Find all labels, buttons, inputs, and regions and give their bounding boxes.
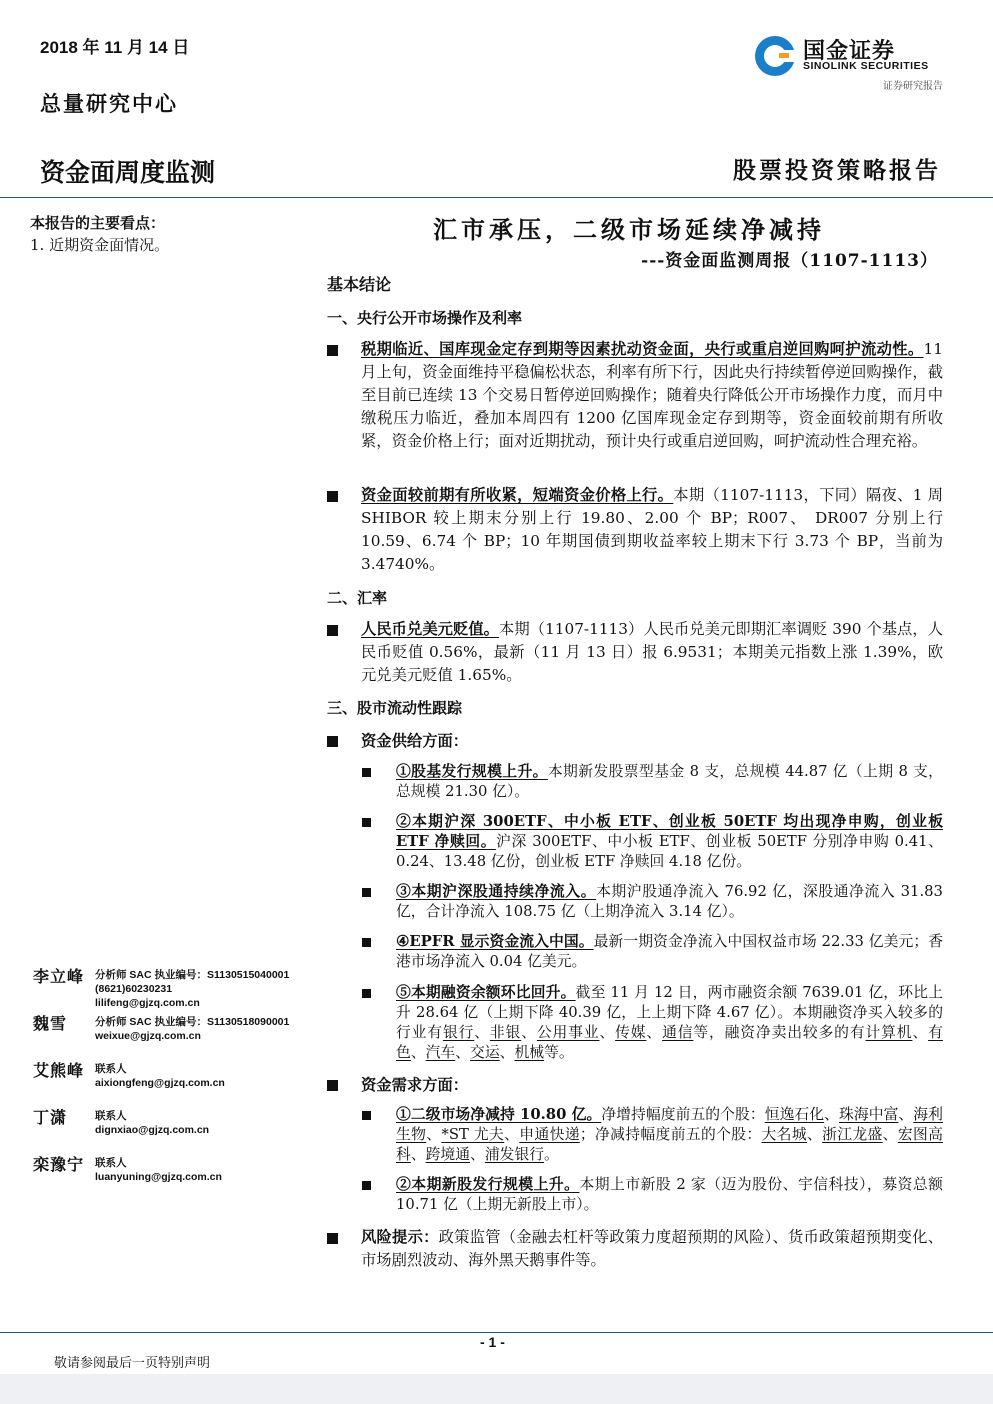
footer-divider [0,1332,993,1333]
analyst-email[interactable]: weixue@gjzq.com.cn [95,1030,201,1042]
industry-tag: 通信 [662,1024,694,1041]
bullet-icon [362,888,371,897]
analyst-role: 联系人 [95,1157,127,1169]
paragraph: ⑤本期融资余额环比回升。截至 11 月 12 日，两市融资余额 7639.01 亿，环比上升 28.64 亿（上期下降 40.39 亿，上上期下降 4.67 亿）。本期融资净买入较多的行业有银行、非银、公用事业、传媒、通信等，融资净卖出较多的有计算机、有色、汽车、交运、机械等。 [396,984,943,1061]
paragraph-lead: ⑤本期融资余额环比回升。 [396,984,576,1001]
risk-lead: 风险提示： [361,1228,439,1246]
basic-conclusion-heading: 基本结论 [327,275,392,294]
page-number: - 1 - [480,1334,505,1350]
supply-title: 资金供给方面： [361,732,469,750]
paragraph-lead: ③本期沪深股通持续净流入。 [396,883,597,900]
bullet-icon [327,345,338,356]
paragraph-body: 。 [544,1146,559,1163]
report-subtitle: ---资金面监测周报（1107-1113） [641,251,938,271]
bullet-icon [362,1111,371,1120]
analyst-name: 魏雪 [33,1014,68,1033]
paragraph-body: 沪深 300ETF、中小板 ETF、创业板 50ETF 分别净申购 0.41、0.24、13.48 亿份，创业板 ETF 净赎回 4.18 亿份。 [396,833,943,870]
bullet-icon [327,491,338,502]
paragraph-body: 本期上市新股 2 家（迈为股份、宇信科技），募资总额 10.71 亿（上期无新股上市）。 [396,1176,943,1213]
bullet-icon [362,818,371,827]
analyst-phone: (8621)60230231 [95,983,173,995]
disclaimer: 敬请参阅最后一页特别声明 [54,1356,211,1371]
logo-english: SINOLINK SECURITIES [803,60,929,72]
paragraph-body: 本期（1107-1113）人民币兑美元即期汇率调贬 390 个基点，人民币贬值 0.56%，最新（11 月 13 日）报 6.9531；本期美元指数上涨 1.39%，欧元兑美元贬值 1.65%。 [361,620,943,684]
industry-tag: 非银 [489,1024,522,1041]
paragraph [361,618,943,687]
stock-tag: 浙江龙盛 [822,1126,883,1143]
report-type: 股票投资策略报告 [733,157,941,184]
industry-tag: 传媒 [615,1024,647,1041]
paragraph [361,484,943,576]
logo-subtitle: 证券研究报告 [883,81,943,92]
paragraph: ①二级市场净减持 10.80 亿。净增持幅度前五的个股：恒逸石化、珠海中富、海利生物、*ST 尤夫、申通快递；净减持幅度前五的个股：大名城、浙江龙盛、宏图高科、跨境通、浦发银行。 [396,1106,943,1163]
stock-tag: 恒逸石化 [764,1106,825,1123]
footer-band [0,1374,993,1404]
highlight-item: 1. 近期资金面情况。 [30,236,170,254]
demand-title: 资金需求方面： [361,1076,469,1094]
paragraph-lead: ④EPFR 显示资金流入中国。 [396,933,594,950]
analyst-email[interactable]: aixiongfeng@gjzq.com.cn [95,1077,225,1089]
paragraph-lead: 资金面较前期有所收紧，短端资金价格上行。 [361,486,674,504]
bullet-icon [327,736,338,747]
analyst-email[interactable]: lilifeng@gjzq.com.cn [95,997,200,1009]
paragraph-body: 本期沪股通净流入 76.92 亿，深股通净流入 31.83 亿，合计净流入 108.75 亿（上期净流入 3.14 亿）。 [396,883,943,920]
report-title: 汇市承压，二级市场延续净减持 [433,215,825,244]
paragraph [396,812,943,872]
paragraph-lead: ②本期新股发行规模上升。 [396,1176,580,1193]
industry-tag: 银行 [442,1024,475,1041]
stock-tag: 跨境通 [425,1146,471,1163]
stock-tag: 海利生物 [396,1106,943,1143]
paragraph-lead: ②本期沪深 300ETF、中小板 ETF、创业板 50ETF 均出现净申购，创业板 ETF 净赎回。 [396,813,943,850]
analyst-name: 李立峰 [33,967,85,986]
risk-body: 政策监管（金融去杠杆等政策力度超预期的风险）、货币政策超预期变化、市场剧烈波动、海外黑天鹅事件等。 [361,1228,943,1269]
bullet-icon [362,1181,371,1190]
paragraph-lead: ①股基发行规模上升。 [396,763,548,780]
industry-tag: 有色 [396,1024,943,1061]
company-logo [753,32,943,80]
paragraph-lead: 税期临近、国库现金定存到期等因素扰动资金面，央行或重启逆回购呵护流动性。 [361,340,924,358]
industry-tag: 汽车 [425,1044,456,1061]
bullet-icon [327,1233,338,1244]
analyst-role: 分析师 SAC 执业编号：S1130515040001 [95,969,290,981]
stock-tag: 大名城 [761,1126,807,1143]
section-heading: 一、央行公开市场操作及利率 [327,309,523,327]
column-title: 资金面周度监测 [40,159,216,187]
analyst-name: 艾熊峰 [33,1061,85,1080]
bullet-icon [362,938,371,947]
paragraph-body: 本期（1107-1113，下同）隔夜、1 周 SHIBOR 较上期末分别上行 19.80、2.00 个 BP；R007、 DR007 分别上行 10.59、6.74 个 BP；10 年期国债到期收益率较上期末下行 3.73 个 BP，当前为 3.4740%。 [361,486,943,573]
section-heading: 三、股市流动性跟踪 [327,699,463,717]
paragraph-body: ；净减持幅度前五的个股： [579,1126,762,1143]
stock-tag: *ST 尤夫 [441,1126,505,1143]
analyst-email[interactable]: dignxiao@gjzq.com.cn [95,1124,210,1136]
stock-tag: 珠海中富 [839,1106,899,1123]
bullet-icon [362,768,371,777]
paragraph [396,932,943,972]
industry-tag: 交运 [470,1044,500,1061]
industry-tag: 机械 [514,1044,545,1061]
report-date: 2018 年 11 月 14 日 [40,38,190,57]
paragraph [396,1175,943,1215]
paragraph-body: 最新一期资金净流入中国权益市场 22.33 亿美元；香港市场净流入 0.04 亿美元。 [396,933,943,970]
paragraph [396,882,943,922]
industry-tag: 计算机 [865,1024,913,1041]
bullet-icon [327,625,338,636]
analyst-role: 联系人 [95,1110,127,1122]
analyst-role: 分析师 SAC 执业编号：S1130518090001 [95,1016,290,1028]
highlights-title: 本报告的主要看点： [30,214,166,232]
bullet-icon [362,989,371,998]
risk-paragraph [361,1226,943,1272]
analyst-role: 联系人 [95,1063,127,1075]
paragraph-body: 本期新发股票型基金 8 支，总规模 44.87 亿（上期 8 支，总规模 21.30 亿）。 [396,763,943,800]
analyst-name: 丁潇 [33,1108,68,1127]
paragraph [396,762,943,802]
stock-tag: 宏图高科 [396,1126,943,1163]
analyst-name: 栾豫宁 [33,1155,85,1174]
paragraph-body: 等，融资净卖出较多的有 [693,1024,866,1041]
logo-mark-icon [753,34,797,78]
industry-tag: 公用事业 [536,1024,600,1041]
stock-tag: 浦发银行 [484,1146,545,1163]
paragraph-body: 11 月上旬，资金面维持平稳偏松状态，利率有所下行，因此央行持续暂停逆回购操作，截至目前已连续 13 个交易日暂停逆回购操作；随着央行降低公开市场操作力度，而月中缴税压力临近，叠加本周四有 1200 亿国库现金定存到期等，资金面较前期有所收紧，资金价格上行；面对近期扰动，预计央行或重启逆回购，呵护流动性合理充裕。 [361,340,943,450]
paragraph-lead: ①二级市场净减持 10.80 亿。 [396,1106,602,1123]
analyst-email[interactable]: luanyuning@gjzq.com.cn [95,1171,222,1183]
section-heading: 二、汇率 [327,589,388,607]
header-divider [0,197,993,198]
paragraph-body: 净增持幅度前五的个股： [601,1106,765,1123]
logo-name: 国金证券 [803,38,896,63]
paragraph-body: 截至 11 月 12 日，两市融资余额 7639.01 亿，环比上升 28.64 亿（上期下降 40.39 亿，上上期下降 4.67 亿）。本期融资净买入较多的行业有 [396,984,943,1041]
paragraph-body: 等。 [544,1044,574,1061]
research-center: 总量研究中心 [40,91,178,116]
stock-tag: 申通快递 [519,1126,580,1143]
paragraph [361,338,943,453]
bullet-icon [327,1080,338,1091]
paragraph-lead: 人民币兑美元贬值。 [361,620,499,638]
